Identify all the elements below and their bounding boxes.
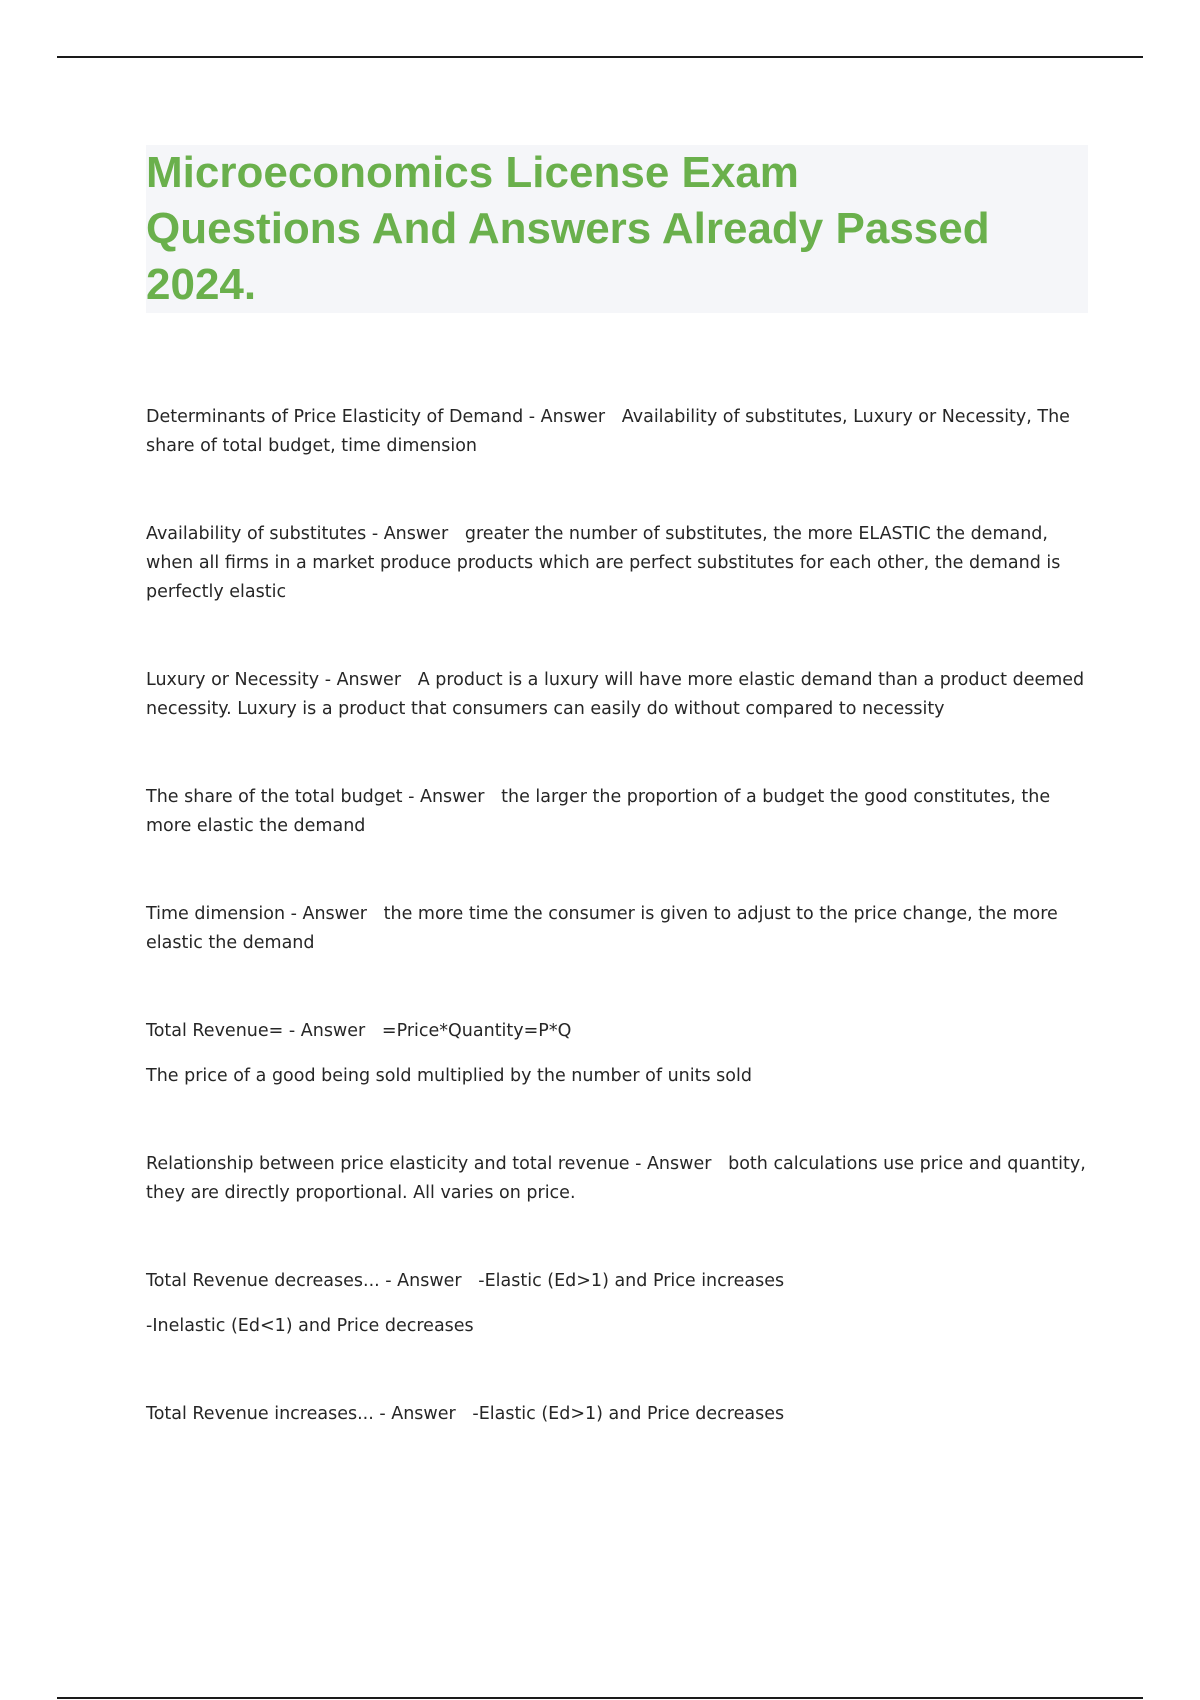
qa-term: Time dimension [146,904,286,924]
qa-answer: -Elastic (Ed>1) and Price increases [478,1271,785,1291]
qa-item [146,783,1096,841]
qa-text [146,403,1096,461]
qa-item [146,1150,1096,1208]
answer-separator: - Answer [402,787,502,807]
qa-answer: Availability of substitutes, Luxury or Necessity, The share of total budget, time dimension [146,407,1070,456]
answer-separator: - Answer [523,407,622,427]
qa-list [146,403,1096,1488]
qa-item [146,666,1096,724]
qa-text [146,1267,1096,1296]
qa-answer: greater the number of substitutes, the more ELASTIC the demand, when all firms in a market produce products which are perfect substitutes for each other, the demand is perfectly elastic [146,524,1061,602]
answer-separator: - Answer [319,670,418,690]
qa-text [146,1150,1096,1208]
qa-extra-text: -Inelastic (Ed<1) and Price decreases [146,1316,474,1336]
qa-answer: the more time the consumer is given to adjust to the price change, the more elastic the demand [146,904,1058,953]
qa-item [146,1017,1096,1046]
footer-rule [57,1697,1143,1699]
qa-term: Availability of substitutes [146,524,367,544]
qa-answer: both calculations use price and quantity, they are directly proportional. All varies on price. [146,1154,1086,1203]
qa-term: Determinants of Price Elasticity of Demand [146,407,524,427]
qa-term: Total Revenue decreases... [146,1271,380,1291]
answer-separator: - Answer [373,1404,473,1424]
qa-answer: =Price*Quantity=P*Q [381,1021,572,1041]
answer-separator: - Answer [629,1154,729,1174]
qa-text [146,666,1096,724]
qa-text [146,1017,1096,1046]
qa-answer: -Elastic (Ed>1) and Price decreases [472,1404,785,1424]
answer-separator: - Answer [283,1021,382,1041]
qa-item [146,1267,1096,1296]
answer-separator: - Answer [379,1271,479,1291]
qa-answer: the larger the proportion of a budget the good constitutes, the more elastic the demand [146,787,1051,836]
qa-text [146,1400,1096,1429]
qa-term: Luxury or Necessity [146,670,320,690]
qa-item-extra [146,1312,1096,1341]
qa-answer: A product is a luxury will have more elastic demand than a product deemed necessity. Luxury is a product that consumers can easily do without compared to necessity [146,670,1085,719]
answer-separator: - Answer [366,524,465,544]
qa-item [146,1400,1096,1429]
qa-item-extra [146,1062,1096,1091]
header-rule [57,56,1143,58]
qa-text [146,783,1096,841]
document-title: Microeconomics License Exam Questions And Answers Already Passed 2024. [146,148,990,309]
qa-term: Total Revenue= [146,1021,284,1041]
qa-term: The share of the total budget [146,787,403,807]
qa-text [146,520,1096,607]
qa-term: Relationship between price elasticity and total revenue [146,1154,630,1174]
qa-item [146,900,1096,958]
qa-item [146,520,1096,607]
qa-term: Total Revenue increases... [146,1404,374,1424]
answer-separator: - Answer [285,904,384,924]
qa-extra-text: The price of a good being sold multiplied by the number of units sold [146,1066,752,1086]
qa-item [146,403,1096,461]
qa-text [146,900,1096,958]
